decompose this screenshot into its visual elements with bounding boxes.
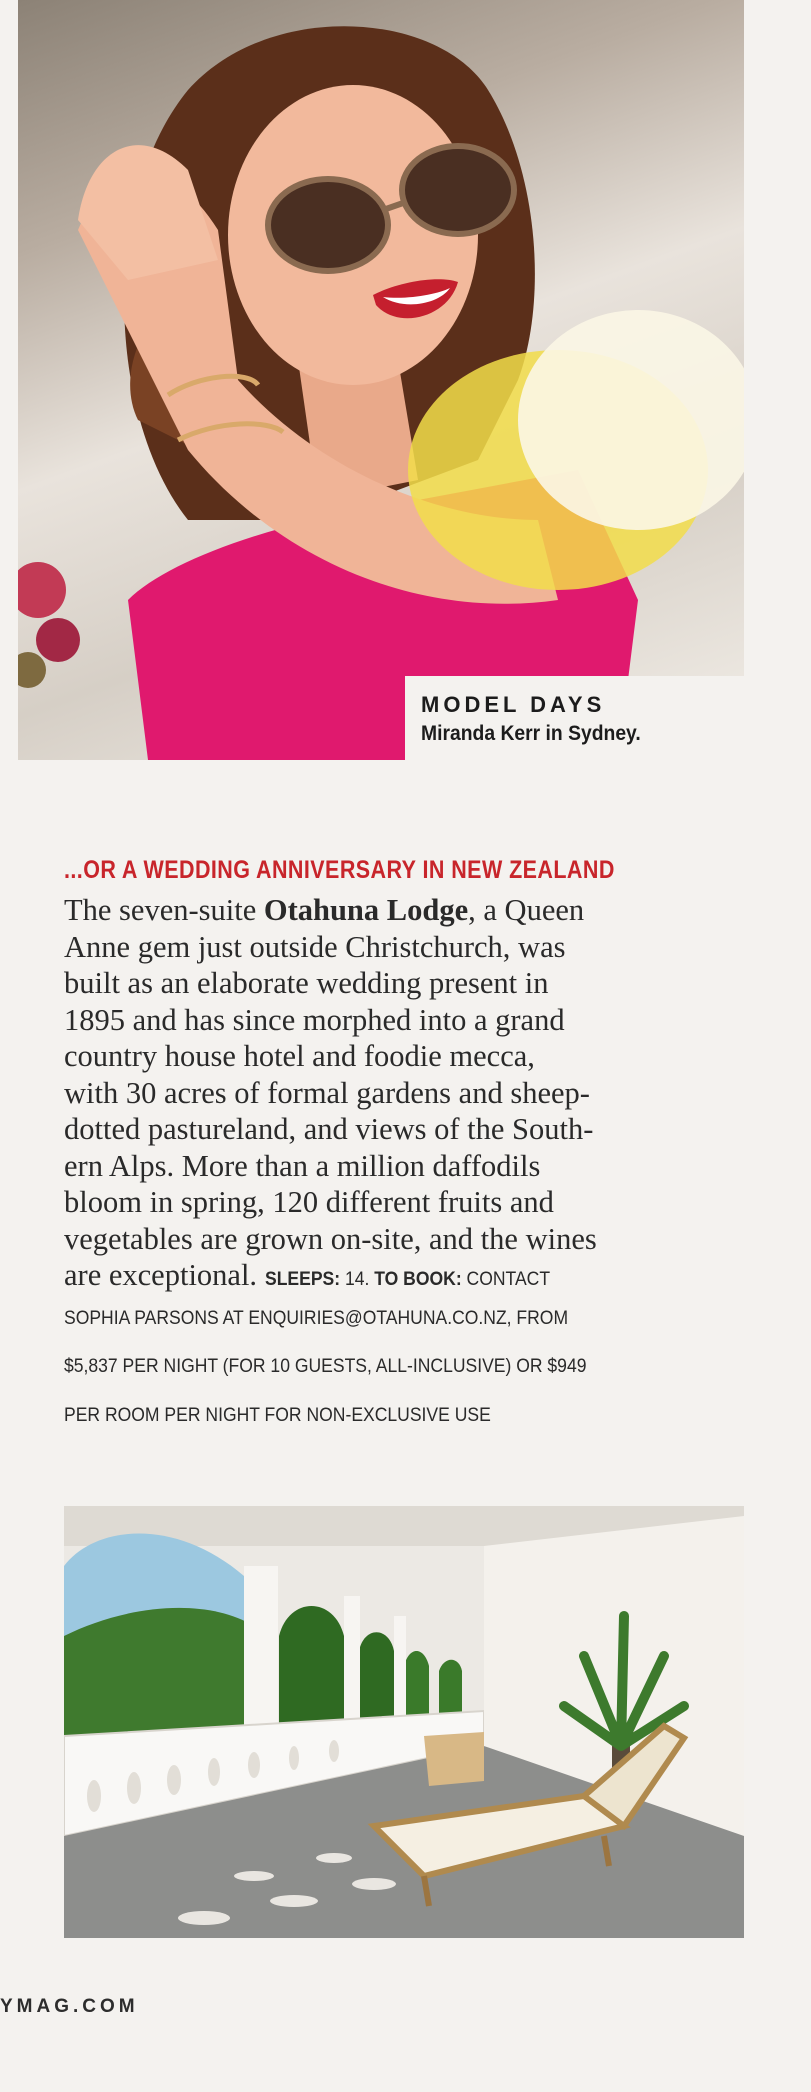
body-line: bloom in spring, 120 different fruits and (64, 1185, 554, 1219)
booking-line: SOPHIA PARSONS AT ENQUIRIES@OTAHUNA.CO.NZ, FROM (64, 1306, 569, 1329)
article-body (64, 892, 754, 1433)
veranda-illustration (64, 1506, 744, 1938)
sleeps-value: 14. (339, 1268, 374, 1290)
body-line: Anne gem just outside Christchurch, was (64, 929, 566, 964)
body-line: dotted pastureland, and views of the South- (64, 1112, 594, 1146)
booking-info-inline (265, 1261, 550, 1298)
body-line: country house hotel and foodie mecca, (64, 1039, 535, 1073)
portrait-illustration (18, 0, 744, 760)
body-line: ern Alps. More than a million daffodils (64, 1148, 541, 1183)
book-value: CONTACT (461, 1268, 550, 1290)
body-line: 1895 and has since morphed into a grand (64, 1002, 565, 1037)
body-line: The seven-suite Otahuna Lodge, a Queen (64, 893, 585, 927)
otahuna-veranda-photo (64, 1506, 744, 1938)
footer-url: YMAG.COM (0, 1996, 139, 2017)
caption-text: Miranda Kerr in Sydney. (421, 722, 641, 745)
body-line: built as an elaborate wedding present in (64, 966, 549, 1000)
caption-title: MODEL DAYS (421, 692, 606, 717)
booking-line: $5,837 PER NIGHT (FOR 10 GUESTS, ALL-INCLUSIVE) OR $949 (64, 1355, 587, 1377)
miranda-kerr-photo (18, 0, 744, 760)
lodge-name: Otahuna Lodge (263, 893, 469, 927)
body-line: vegetables are grown on-site, and the wines (64, 1221, 597, 1256)
photo-caption (405, 676, 744, 760)
article-headline: ...OR A WEDDING ANNIVERSARY IN NEW ZEALAND (64, 856, 615, 884)
body-line: are exceptional. SLEEPS: 14. TO BOOK: CONTACT (64, 1257, 754, 1298)
body-line: with 30 acres of formal gardens and sheep- (64, 1075, 590, 1110)
booking-line: PER ROOM PER NIGHT FOR NON-EXCLUSIVE USE (64, 1403, 491, 1426)
sleeps-label: SLEEPS: (264, 1268, 340, 1290)
book-label: TO BOOK: (373, 1268, 462, 1290)
